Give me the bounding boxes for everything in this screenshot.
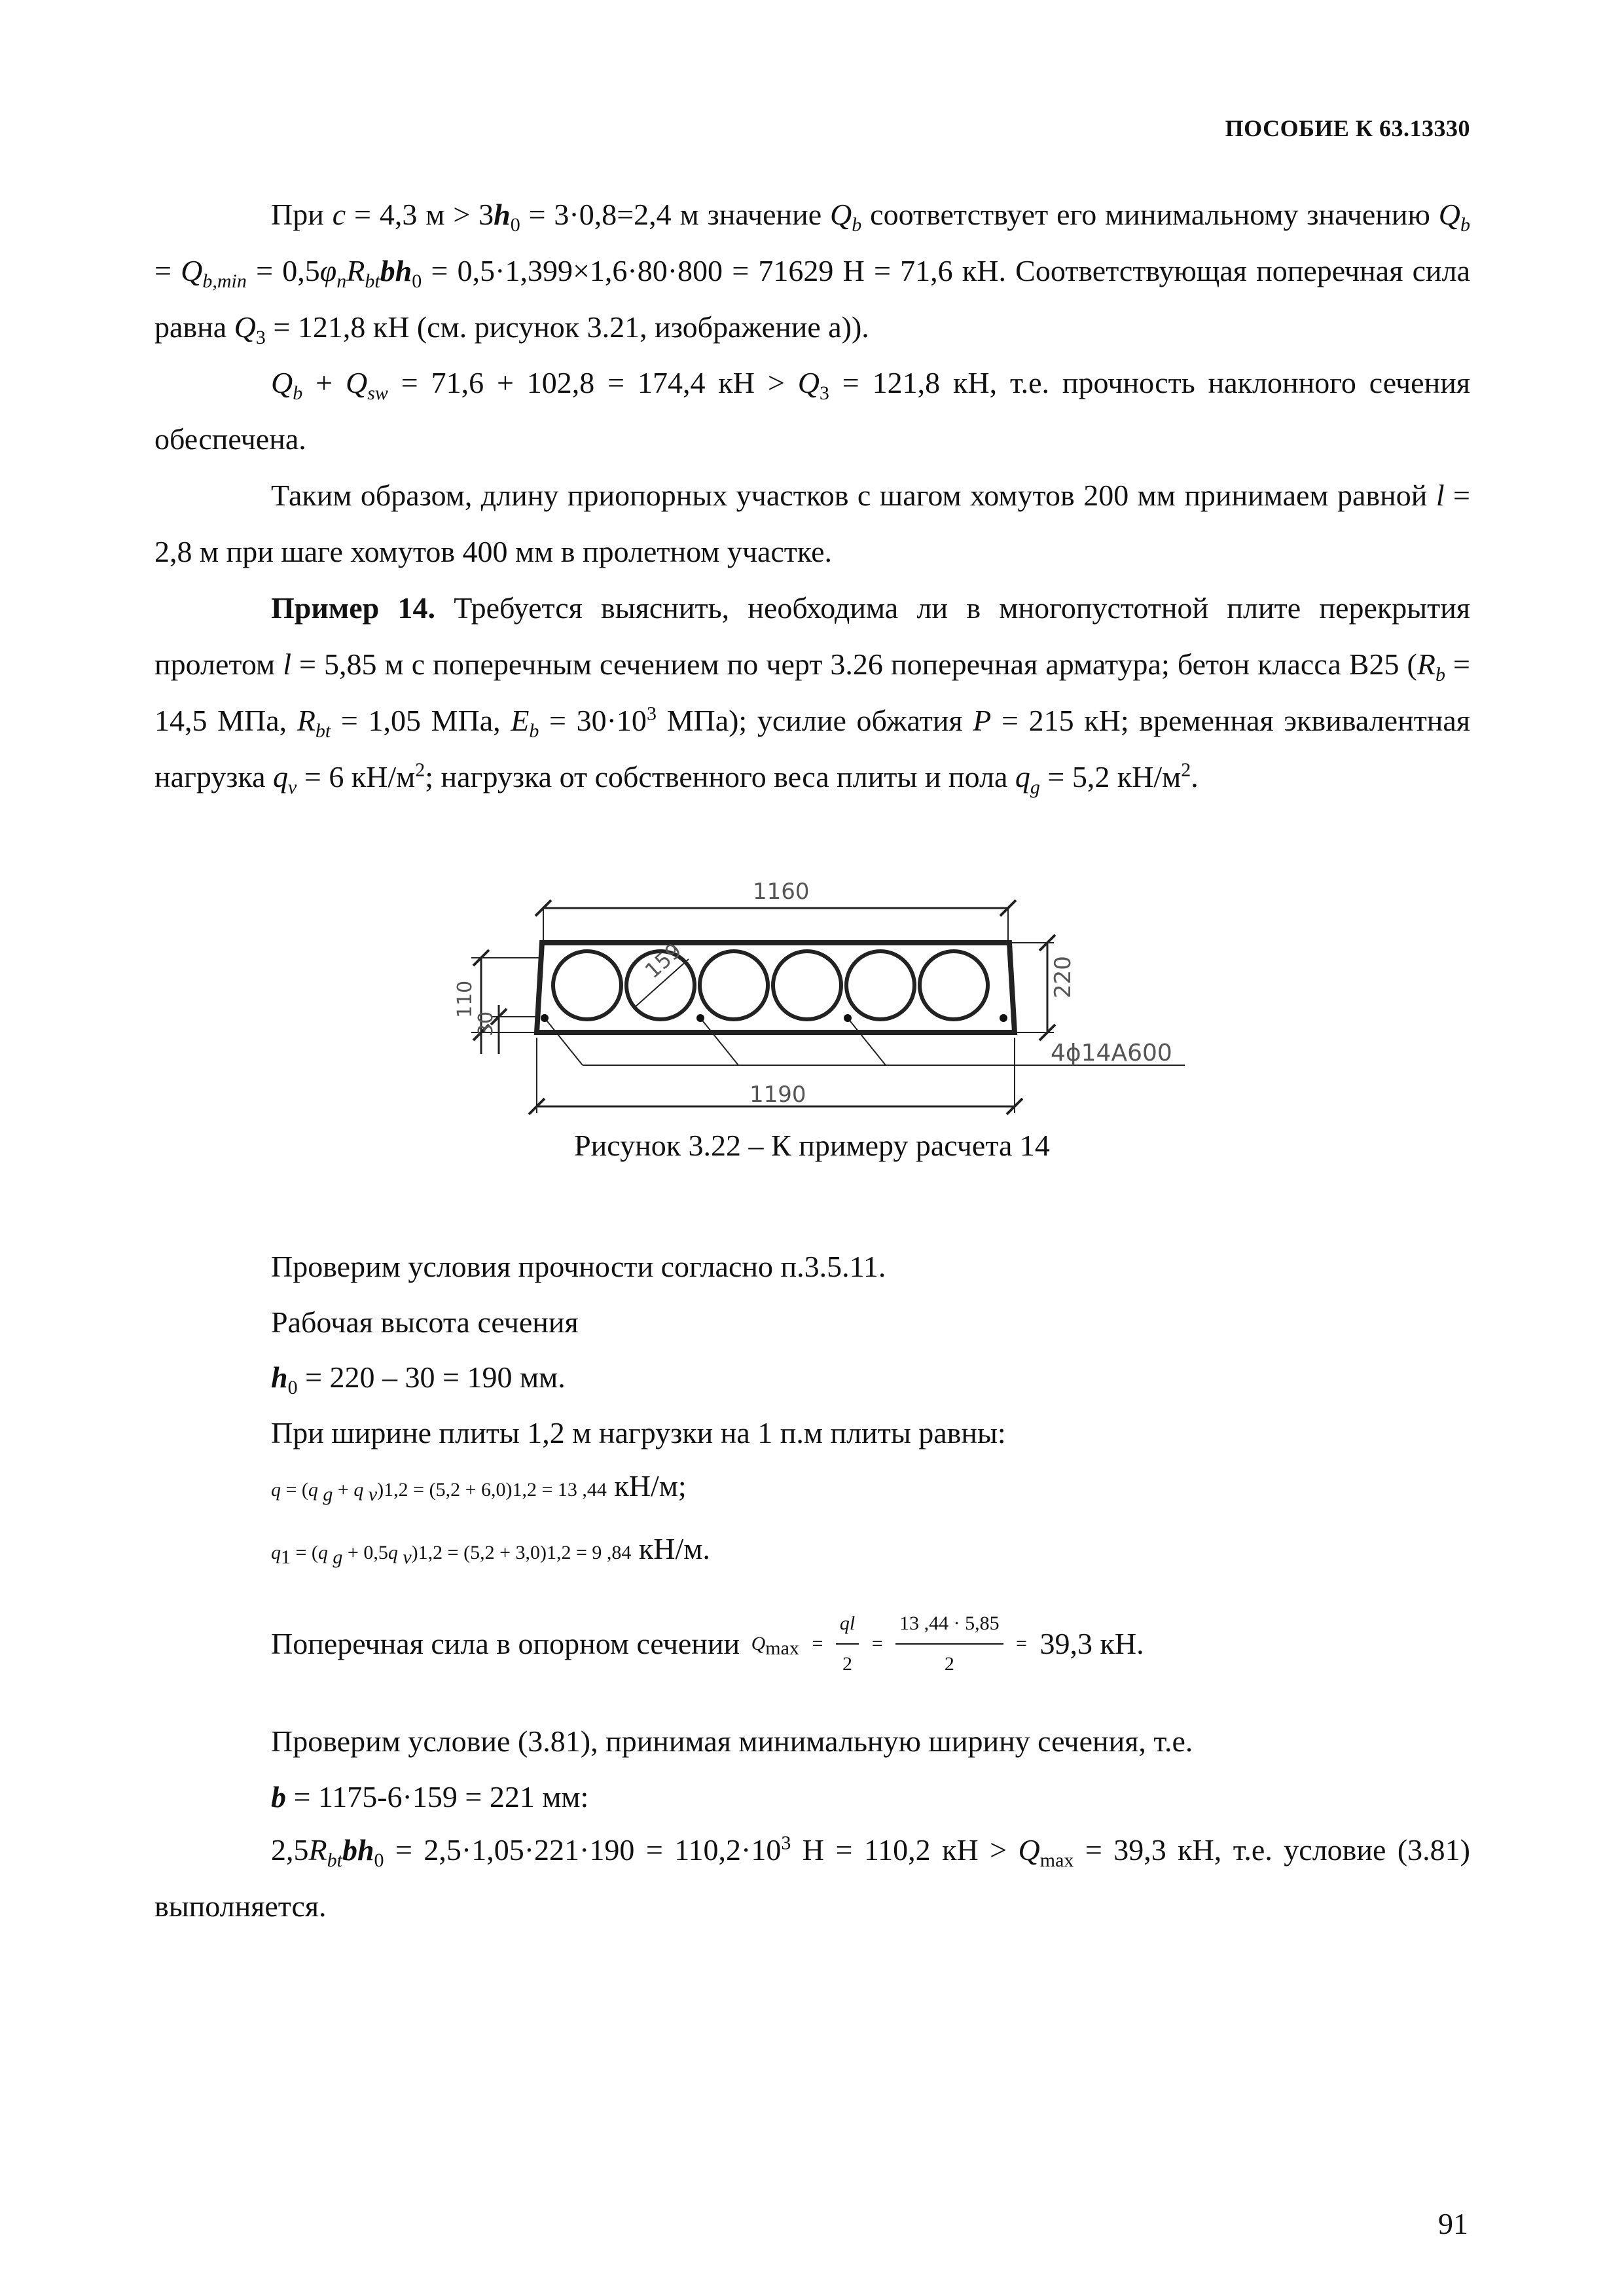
dim-height-label: 220 — [1050, 956, 1076, 998]
b-equation: b = 1175-6·159 = 221 мм: — [271, 1780, 589, 1813]
dim-bottom-label: 1190 — [749, 1082, 806, 1108]
final-check-paragraph: $2,5R_{bt}bh_0 = 2,5\cdot 1,05\cdot 221\cdot 190 = 110,2\cdot 10^3$ Н = 110,2 кН > $Q_{max} = 39,3$ кН, т.е. условие (3.81) выполняется. — [154, 1832, 1470, 1923]
dim-left-inner-label: 30 — [475, 1011, 497, 1036]
rebar-label: 4ϕ14А600 — [1051, 1040, 1172, 1066]
rebar-dot — [1000, 1014, 1007, 1022]
h0-equation: $h_0 = 220 - 30 = 190$ мм. — [271, 1360, 566, 1399]
qmax-line: Поперечная сила в опорном сечении $Q_{max}$ = $\frac{ql}{2}$ = $\frac{13 ,44 \cdot 5,85}{2}$ = 39,3 кН. — [271, 1604, 1144, 1684]
paragraph-3: Таким образом, длину приопорных участков с шагом хомутов 200 мм принимаем равной l = 2,8 м при шаге хомутов 400 мм в пролетном участке. — [154, 479, 1470, 568]
check-condition-line: Проверим условие (3.81), принимая минимальную ширину сечения, т.е. — [271, 1724, 1193, 1758]
dim-hole-label: 159 — [640, 938, 687, 983]
page-number: 91 — [1438, 2207, 1468, 2240]
example-14-paragraph: Пример 14. Требуется выяснить, необходима ли в многопустотной плите перекрытия пролетом l = 5,85 м с поперечным сечением по черт 3.26 поперечная арматура; бетон класса В25 ($R_b = 14,5$ МПа, $R_{bt} = 1,05$ МПа, $E_b = 30\cdot 10^3$ МПа); усилие обжатия P = 215 кН; временная эквивалентная нагрузка $q_v = 6$ $кН/м^2$; нагрузка от собственного веса плиты и пола $q_g = 5,2$ $кН/м^2$. — [154, 591, 1470, 799]
dim-top-label: 1160 — [753, 879, 810, 905]
page-header: ПОСОБИЕ К 63.13330 — [1225, 115, 1470, 141]
paragraph-1: При c = 4,3 $м > 3h_0 = 3\cdot 0,8=2,4$ м значение $Q_b$ соответствует его минимальному значению $Q_b = Q_{b,min} = 0,5\varphi_nR_{bt}bh_0 = 0,5\cdot 1,399\times 1,6\cdot 80\cdot 800 = 71629$ Н = 71,6 кН. Соответствующая поперечная сила равна $Q_3 = 121,8$ кН (см. рисунок 3.21, изображение а)). — [154, 198, 1470, 349]
figure-caption: Рисунок 3.22 – К примеру расчета 14 — [574, 1129, 1050, 1162]
q-formula: q = (q $_g$ + q $_v$)1,2 = (5,2 + 6,0)1,2 = 13 ,44 кН/м; — [271, 1469, 687, 1505]
dim-left-outer-label: 110 — [454, 980, 477, 1018]
loads-heading: При ширине плиты 1,2 м нагрузки на 1 п.м плиты равны: — [271, 1416, 1006, 1449]
rebar-dot — [541, 1014, 549, 1022]
rebar-dot — [844, 1014, 852, 1022]
paragraph-2: $Q_b + Q_{sw} = 71,6 + 102,8 = 174,4$ кН > $Q_3 = 121,8$ кН, т.е. прочность наклонного сечения обеспечена. — [154, 366, 1470, 456]
check-strength-line: Проверим условия прочности согласно п.3.5.11. — [271, 1250, 886, 1283]
q1-formula: $q_1 = (q$ $_g$ + 0,5q $_v$)1,2 = (5,2 + 3,0)1,2 = 9 ,84 кН/м. — [271, 1532, 710, 1568]
rebar-dot — [696, 1014, 704, 1022]
slab-cross-section-figure — [425, 861, 1211, 1123]
working-height-heading: Рабочая высота сечения — [271, 1305, 579, 1339]
